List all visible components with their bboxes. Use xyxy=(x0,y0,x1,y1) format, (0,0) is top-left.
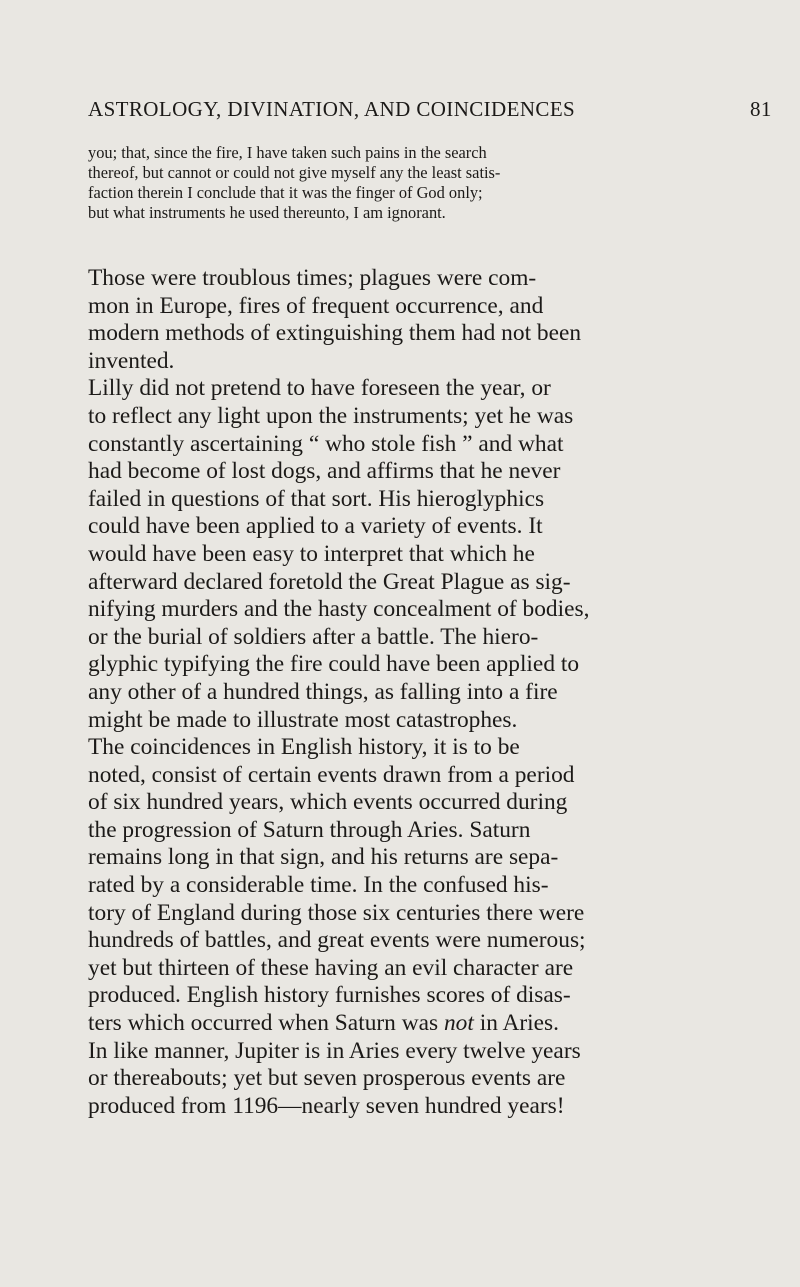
body-line: ters which occurred when Saturn was not in Aries. xyxy=(88,1010,559,1037)
body-line: modern methods of extinguishing them had not been xyxy=(88,320,582,347)
body-line: mon in Europe, fires of frequent occurrence, and xyxy=(88,292,544,319)
body-line: of six hundred years, which events occurred during xyxy=(88,789,568,816)
body-line: produced. English history furnishes scores of disas- xyxy=(88,982,571,1009)
body-line: any other of a hundred things, as falling into a fire xyxy=(88,678,558,705)
body-line: nifying murders and the hasty concealment of bodies, xyxy=(88,596,590,623)
body-line: failed in questions of that sort. His hieroglyphics xyxy=(88,485,545,512)
body-line: The coincidences in English history, it is to be xyxy=(88,734,520,761)
quoted-passage xyxy=(88,143,768,223)
body-line: or the burial of soldiers after a battle. The hiero- xyxy=(88,623,539,650)
body-line: rated by a considerable time. In the confused his- xyxy=(88,872,549,899)
quote-line: thereof, but cannot or could not give myself any the least satis- xyxy=(88,163,501,182)
body-line: In like manner, Jupiter is in Aries every twelve years xyxy=(88,1037,581,1064)
quote-line: faction therein I conclude that it was the finger of God only; xyxy=(88,183,483,202)
body-line: remains long in that sign, and his returns are sepa- xyxy=(88,844,559,871)
quote-line: you; that, since the fire, I have taken such pains in the search xyxy=(88,143,487,162)
body-line: afterward declared foretold the Great Plague as sig- xyxy=(88,568,571,595)
body-line: had become of lost dogs, and affirms that he never xyxy=(88,458,561,485)
body-line: to reflect any light upon the instruments; yet he was xyxy=(88,402,574,429)
body-line: might be made to illustrate most catastrophes. xyxy=(88,706,518,733)
body-line: hundreds of battles, and great events were numerous; xyxy=(88,927,586,954)
running-head-title: ASTROLOGY, DIVINATION, AND COINCIDENCES xyxy=(88,97,576,121)
body-line: constantly ascertaining “ who stole fish ” and what xyxy=(88,430,564,457)
body-text xyxy=(88,265,768,1120)
body-line: produced from 1196—nearly seven hundred years! xyxy=(88,1092,565,1119)
body-line: glyphic typifying the fire could have been applied to xyxy=(88,651,580,678)
body-line: the progression of Saturn through Aries. Saturn xyxy=(88,816,531,843)
body-line: invented. xyxy=(88,347,175,374)
body-line: would have been easy to interpret that which he xyxy=(88,540,535,567)
body-line: Lilly did not pretend to have foreseen the year, or xyxy=(88,375,551,402)
body-line: tory of England during those six centuries there were xyxy=(88,899,585,926)
body-line: yet but thirteen of these having an evil character are xyxy=(88,954,574,981)
body-line: Those were troublous times; plagues were com- xyxy=(88,265,537,291)
body-line: or thereabouts; yet but seven prosperous events are xyxy=(88,1065,566,1092)
quote-line: but what instruments he used thereunto, I am ignorant. xyxy=(88,203,446,222)
page-number: 81 xyxy=(750,97,772,121)
body-line: noted, consist of certain events drawn from a period xyxy=(88,761,575,788)
body-line: could have been applied to a variety of events. It xyxy=(88,513,543,540)
